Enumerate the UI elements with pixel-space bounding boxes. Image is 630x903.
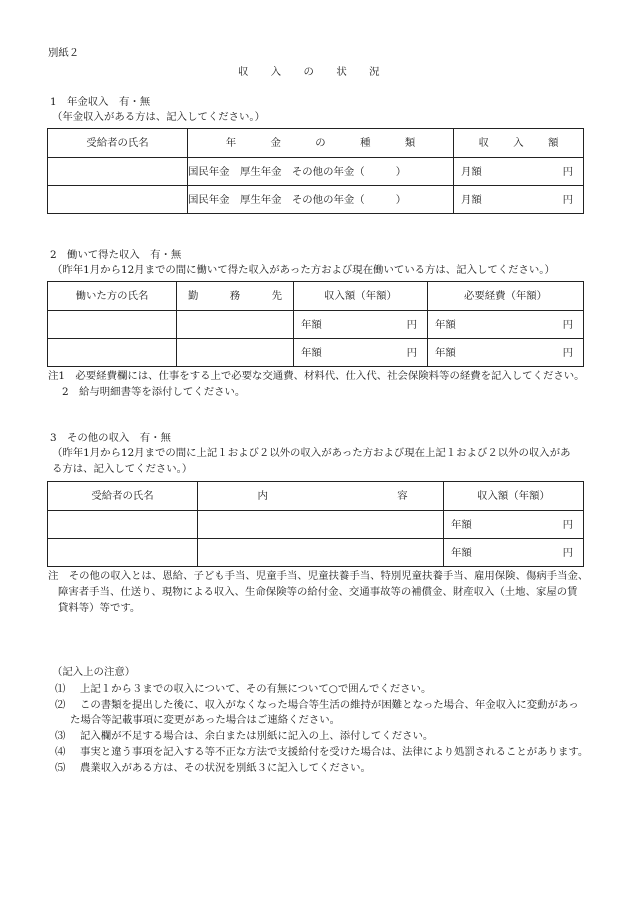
header-income-amount-label: 収 入 額	[478, 137, 566, 149]
annual-income-cell	[444, 511, 584, 539]
section-3-instruction-line-2: る方は、記入してください。）	[52, 463, 193, 475]
header-annual-income: 収入額（年額）	[294, 282, 428, 311]
header-recipient-name: 受給者の氏名	[48, 482, 198, 511]
filling-note-marker-4: ⑷	[55, 746, 66, 758]
header-workplace	[177, 282, 294, 311]
recipient-name-cell	[48, 511, 198, 539]
table-row	[48, 339, 584, 367]
table-row	[48, 539, 584, 567]
table-row	[48, 311, 584, 339]
amount-label: 月額	[461, 165, 482, 178]
filling-note-2-line-2: た場合等記載事項に変更があった場合はご連絡ください。	[70, 714, 341, 726]
amount-unit: 円	[562, 165, 573, 178]
annual-expenses-cell	[428, 339, 584, 367]
amount-label: 年額	[451, 518, 472, 531]
header-pension-type-label: 年 金 の 種 類	[225, 137, 428, 149]
monthly-amount-cell	[454, 186, 584, 214]
header-income-amount	[454, 129, 584, 158]
amount-unit: 円	[562, 346, 573, 359]
amount-line	[454, 193, 583, 207]
amount-unit: 円	[562, 318, 573, 331]
section-1-instruction: （年金収入がある方は、記入してください。）	[52, 111, 266, 123]
annual-income-cell	[294, 311, 428, 339]
table-row	[48, 511, 584, 539]
filling-note-3: 記入欄が不足する場合は、余白または別紙に記入の上、添付してください。	[80, 730, 434, 742]
amount-unit: 円	[562, 518, 573, 531]
amount-line	[294, 318, 427, 332]
section-2-note-1: 注1 必要経費欄には、仕事をする上で必要な交通費、材料代、仕入代、社会保険料等の経費を記入してください。	[48, 370, 585, 382]
section-2-instruction: （昨年1月から12月までの間に働いて得た収入があった方および現在働いている方は、記入してください。）	[52, 264, 555, 276]
annual-expenses-cell	[428, 311, 584, 339]
filling-note-5: 農業収入がある方は、その状況を別紙３に記入してください。	[80, 762, 371, 774]
section-3-note-line-1: 注 その他の収入とは、恩給、子ども手当、児童手当、児童扶養手当、特別児童扶養手当、雇用保険、傷病手当金、	[48, 570, 589, 582]
filling-note-marker-1: ⑴	[55, 683, 66, 695]
section-2-note-2: 2 給与明細書等を添付してください。	[62, 386, 246, 398]
recipient-name-cell	[48, 539, 198, 567]
header-pension-type	[188, 129, 454, 158]
amount-label: 年額	[435, 318, 456, 331]
amount-line	[428, 346, 583, 360]
amount-label: 月額	[461, 193, 482, 206]
monthly-amount-cell	[454, 158, 584, 186]
filling-note-2-line-1: この書類を提出した後に、収入がなくなった場合等生活の維持が困難となった場合、年金収入に変動があっ	[80, 699, 579, 711]
section-3-note-line-3: 貸料等）等です。	[58, 602, 141, 614]
amount-line	[428, 318, 583, 332]
amount-unit: 円	[406, 318, 417, 331]
recipient-name-cell	[48, 186, 188, 214]
workplace-cell	[177, 339, 294, 367]
filling-note-4: 事実と違う事項を記入する等不正な方法で支援給付を受けた場合は、法律により処罰されることがあります。	[80, 746, 589, 758]
section-1-heading: 1 年金収入 有・無	[50, 96, 151, 108]
header-recipient-name: 受給者の氏名	[48, 129, 188, 158]
recipient-name-cell	[48, 158, 188, 186]
amount-line	[444, 518, 583, 532]
pension-type-cell: 国民年金 厚生年金 その他の年金（ ）	[188, 186, 454, 214]
header-annual-income: 収入額（年額）	[444, 482, 584, 511]
page-title: 収 入 の 状 況	[238, 66, 386, 78]
filling-note-marker-5: ⑸	[55, 762, 66, 774]
amount-unit: 円	[562, 546, 573, 559]
annual-income-cell	[444, 539, 584, 567]
amount-label: 年額	[435, 346, 456, 359]
section-2-heading: 2 働いて得た収入 有・無	[50, 249, 182, 261]
amount-label: 年額	[301, 318, 322, 331]
amount-unit: 円	[562, 193, 573, 206]
amount-line	[444, 546, 583, 560]
table-header-row	[48, 482, 584, 511]
table-header-row	[48, 282, 584, 311]
table-row	[48, 186, 584, 214]
worker-name-cell	[48, 311, 177, 339]
filling-note-marker-2: ⑵	[55, 699, 66, 711]
filling-notes-heading: （記入上の注意）	[52, 666, 136, 678]
worker-name-cell	[48, 339, 177, 367]
earned-income-table	[47, 281, 584, 367]
amount-unit: 円	[406, 346, 417, 359]
table-row	[48, 158, 584, 186]
filling-note-1: 上記１から３までの収入について、その有無について○で囲んでください。	[80, 683, 432, 695]
section-3-note-line-2: 障害者手当、仕送り、現物による収入、生命保険等の給付金、交通事故等の補償金、財産収入（土地、家屋の賃	[58, 586, 578, 598]
filling-note-marker-3: ⑶	[55, 730, 66, 742]
workplace-cell	[177, 311, 294, 339]
section-3-instruction-line-1: （昨年1月から12月までの間に上記１および２以外の収入があった方および現在上記１および２以外の収入があ	[52, 447, 571, 459]
header-annual-expenses: 必要経費（年額）	[428, 282, 584, 311]
annual-income-cell	[294, 339, 428, 367]
header-content	[198, 482, 468, 511]
header-content-label: 内 容	[257, 490, 468, 502]
amount-line	[294, 346, 427, 360]
pension-income-table	[47, 128, 584, 214]
content-cell	[198, 511, 444, 539]
attachment-label: 別紙２	[48, 47, 80, 59]
amount-label: 年額	[451, 546, 472, 559]
other-income-table	[47, 481, 584, 567]
content-cell	[198, 539, 444, 567]
amount-label: 年額	[301, 346, 322, 359]
pension-type-cell: 国民年金 厚生年金 その他の年金（ ）	[188, 158, 454, 186]
section-3-heading: 3 その他の収入 有・無	[50, 432, 171, 444]
table-header-row	[48, 129, 584, 158]
header-workplace-label: 勤 務 先	[188, 290, 293, 302]
header-worker-name: 働いた方の氏名	[48, 282, 177, 311]
amount-line	[454, 165, 583, 179]
